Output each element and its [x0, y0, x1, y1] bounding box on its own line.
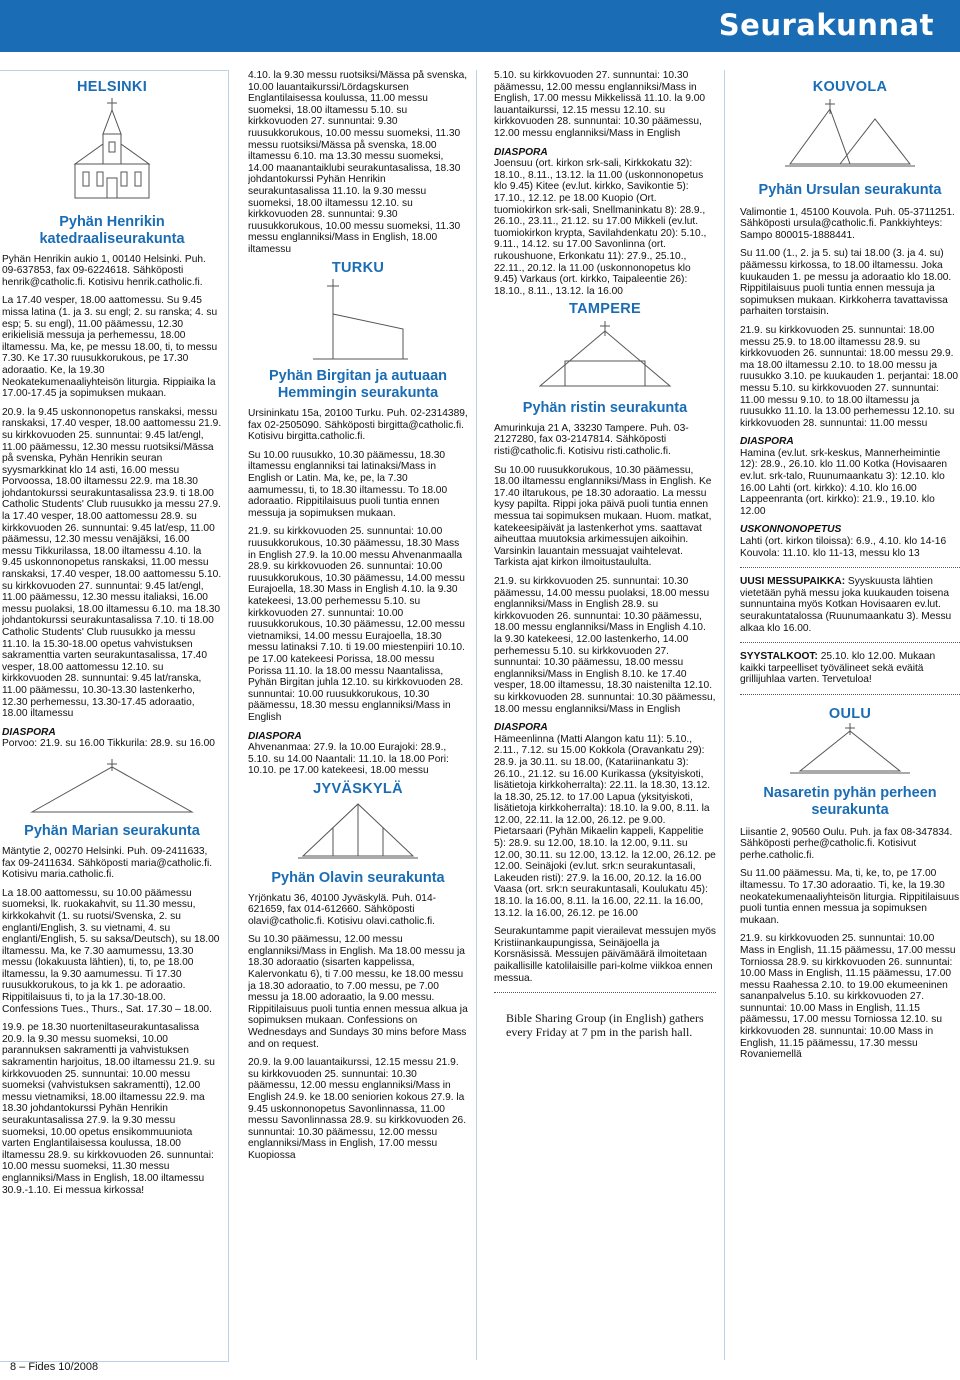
diaspora-text: Hämeenlinna (Matti Alangon katu 11): 5.10., 2.11., 7.12. su 15.00 Kokkola (Oravankatu 29): 28.9. ja 30.11. su 18.00, (Katariinankatu 3): 26.10., 21.12. su 16.00 Kurikassa (yksityiskoti, lisätietoja kirkkoherralta): 22.11. la 18.30, 13.12. la 18.30, 25.12. to 17.00 Lapua (yksityiskoti, lisätietoja kirkkoherralta): 18.10. la 9.00, 8.11. la 12.00, 22.11. la 12.00, 26.12. pe 9.00. Pietarsaari (Pyhän Mikaelin kappeli, Kappelitie 5): 28.9. su 12.00, 18.10. la 12.00, 9.11. su 12.00, 30.11. su 12.00, 13.12. la 12.00, 26.12. pe 12.00. Seinäjoki (ev.lut. srk:n seurakuntasali, Lakeuden risti): 27.9. la 16.00, 20.12. la 16.00 Vaasa (ort. srk:n seurakuntasali, Koulukatu 45): 18.10. la 16.00, 8.11. la 16.00, 22.11. la 16.00, 13.12. la 16.00, 26.12. pe 16.00 [494, 733, 716, 919]
page-title: Seurakunnat [718, 8, 934, 42]
church-name: Pyhän ristin seurakunta [522, 399, 688, 416]
calendar: 20.9. la 9.00 lauantaikurssi, 12.15 messu 21.9. su kirkkovuoden 25. sunnuntai: 10.30 päämessu, 12.00 messu englanniksi/Mass in English 24.9. ke 18.00 seniorien kokous 27.9. la 9.45 uskonnonopetus Savonlinnassa, 11.00 messu Savonlinnassa 28.9. su kirkkovuoden 26. sunnuntai: 10.30 päämessu, 12.00 messu englanniksi/Mass in English, 17.00 messu Kuopiossa [248, 1057, 467, 1161]
diaspora-text: Porvoo: 21.9. su 16.00 Tikkurila: 28.9. su 16.00 [2, 738, 215, 750]
calendar: 4.10. la 9.30 messu ruotsiksi/Mässa på svenska, 10.00 lauantaikurssi/Lördagskursen Englantilaisessa koulussa, 11.00 messu suomeksi, 18.00 iltamessu 5.10. su kirkkovuoden 27. sunnuntai: 9.30 ruusukkorukous, 10.00 messu suomeksi, 11.30 messu ruotsiksi/Mässa på svenska, 18.00 iltamessu 6.10. ma 13.30 messu suomeksi, 14.00 maanantaiklubi seurakuntasalissa, 18.30 johdantokurssi Pyhän Henrikin seurakuntasalissa 11.10. la 9.30 messu suomeksi, 18.00 iltamessu 12.10. su kirkkovuoden 28. sunnuntai: 9.30 ruusukkorukous, 10.00 messu suomeksi, 11.30 messu englanniksi/Mass in English, 18.00 iltamessu [248, 70, 468, 255]
diaspora-label: DIASPORA [248, 730, 302, 742]
city-heading: TURKU [331, 259, 385, 276]
mass-times: Su 10.30 päämessu, 12.00 messu englanniksi/Mass in English. Ma 18.00 messu ja 18.30 adoraatio (sisarten kappelissa, Kalervonkatu 6), ti 7.00 messu, ke 18.00 messu ja 18.30 adoraatio, to 7.00 messu, pe 7.00 messu ja 18.00 adoraatio, la 9.00 messu. Rippitilaisuus puoli tuntia ennen messua alkua ja sopimuksen mukaan. Confessions on Wednesdays and Sundays 30 mins before Mass and on request. [248, 934, 468, 1050]
mass-times: La 18.00 aattomessu, su 10.00 päämessu suomeksi, lk. ruokakahvit, su 11.30 messu, kirkkokahvit (1. su ruotsi/Svenska, 2. su englanti/English, 3. su vietnami, 4. su englanti/English, 5. su saksa/Deutsch), su 18.00 iltamessu. Ma, ke 7.30 aamumessu, 13.30 messu (lokakuusta lähtien), ti, to, pe 18.00 iltamessu, la 9.30 aamumessu. Ti 17.30 ruusukkorukous, to ja kk 1. pe adoraatio. Rippitilaisuus ti, to ja la 17.30-18.00. Confessions Tues., Thurs., Sat. 17.30 – 18.00. [2, 887, 220, 1015]
church-name: Pyhän Ursulan seurakunta [758, 181, 942, 198]
diaspora-label: DIASPORA [494, 722, 548, 734]
city-heading: HELSINKI [76, 79, 148, 95]
church-illustration [780, 721, 920, 781]
column-divider [724, 70, 725, 1360]
church-illustration [67, 94, 157, 204]
church-illustration [303, 274, 413, 364]
diaspora-label: DIASPORA [2, 726, 56, 738]
mass-times: Su 11.00 päämessu. Ma, ti, ke, to, pe 17.00 iltamessu. To 17.30 adoraatio. Ti, ke, la 19.30 neokatekumenaaliyhteisön liturgia. Rippitilaisuus puoli tuntia ennen messua ja sopimuksen mukaan. [740, 868, 960, 926]
page-footer: 8 – Fides 10/2008 [10, 1361, 99, 1373]
church-name: Pyhän Birgitan ja autuaan Hemmingin seurakunta [268, 368, 448, 402]
church-illustration [12, 757, 212, 817]
diaspora-label: DIASPORA [740, 436, 794, 448]
city-heading: TAMPERE [569, 301, 641, 318]
header-bar [0, 0, 960, 52]
separator [740, 694, 960, 695]
calendar: 19.9. pe 18.30 nuorteniltaseurakuntasalissa 20.9. la 9.30 messu suomeksi, 10.00 parannuksen sakramentti ja vahvistuksen sakramentin harjoitus, 18.00 iltamessu 21.9. su kirkkovuoden 25. sunnuntai: 10.00 messu suomeksi (vahvistuksen sakramentti), 12.00 messu vietnamiksi, 18.00 iltamessu 22.9. ma 18.30 johdantokurssi Pyhän Henrikin seurakuntasalissa 27.9. la 9.30 messu suomeksi, 10.00 opetus ensikommuuniota varten Englantilaisessa koulussa, 18.00 iltamessu 28.9. su kirkkovuoden 26. sunnuntai: 10.00 messu suomeksi, 11.30 messu englanniksi/Mass in English, 18.00 iltamessu 30.9.-1.10. Ei messua kirkossa! [2, 1022, 215, 1196]
contact-text: Mäntytie 2, 00270 Helsinki. Puh. 09-2411633, fax 09-2411634. Sähköposti maria@catholic.fi. Kotisivu maria.catholic.fi. [2, 845, 213, 881]
education-text: Lahti (ort. kirkon tiloissa): 6.9., 4.10. klo 14-16 Kouvola: 11.10. klo 11-13, messu klo 13 [740, 536, 947, 559]
bible-sharing-note: Bible Sharing Group (in English) gathers every Friday at 7 pm in the parish hall. [506, 1011, 704, 1040]
diaspora-text: Ahvenanmaa: 27.9. la 10.00 Eurajoki: 28.9., 5.10. su 14.00 Naantali: 11.10. la 18.00 Pori: 10.10. pe 17.00 katekeesi, 18.00 messu [248, 742, 449, 777]
church-name: Pyhän Marian seurakunta [24, 822, 200, 839]
diaspora-text: Hamina (ev.lut. srk-keskus, Mannerheimintie 12): 28.9., 26.10. klo 11.00 Kotka (Hovisaaren ev.lut. srk-talo, Ruunumaankatu 3): 12.10. klo 16.00 Lahti (ort. kirkko): 4.10. klo 16.00 Lappeenranta (ort. kirkko): 21.9., 19.10. klo 12.00 [740, 447, 948, 517]
calendar: 5.10. su kirkkovuoden 27. sunnuntai: 10.30 päämessu, 12.00 messu englanniksi/Mass in English, 17.00 messu Mikkelissä 11.10. la 9.00 lauantaikurssi, 12.15 messu 12.10. su kirkkovuoden 28. sunnuntai: 10.30 päämessu, 12.00 messu englanniksi/Mass in English [494, 70, 706, 139]
church-illustration [530, 316, 680, 396]
contact-text: Yrjönkatu 36, 40100 Jyväskylä. Puh. 014-621659, fax 014-612660. Sähköposti olavi@catholic.fi. Kotisivu olavi.catholic.fi. [248, 892, 437, 927]
column-helsinki [2, 70, 222, 1370]
city-heading: KOUVOLA [812, 79, 888, 95]
contact-text: Ursininkatu 15a, 20100 Turku. Puh. 02-2314389, fax 02-2505090. Sähköposti birgitta@catholic.fi. Kotisivu birgitta.catholic.fi. [248, 408, 468, 443]
calendar: 20.9. la 9.45 uskonnonopetus ranskaksi, messu ranskaksi, 17.40 vesper, 18.00 aattomessu 21.9. su kirkkovuoden 25. sunnuntai: 9.45 lat/engl, 11.00 päämessu, 12.30 messu ruotsiksi/Mässa på svenska, Pyhän Henrikin seuran syysmarkkinat klo 14 asti, 16.00 messu Porvoossa, 18.00 iltamessu 22.9. ma 18.30 johdantokurssi seurakuntasalissa 23.9. ti 18.00 Catholic Students' Club ruusukko ja messu 27.9. la 17.40 vesper, 18.00 aattomessu 28.9. su kirkkovuoden 26. sunnuntai: 9.45 lat/esp, 11.00 päämessu, 12.30 messu venäjäksi, 16.00 messu Tikkurilassa, 18.00 iltamessu 4.10. la 9.45 uskonnonopetus ranskaksi, 11.00 messu ranskaksi, 17.40 vesper, 18.00 aattomessu 5.10. su kirkkovuoden 27. sunnuntai: 9.45 lat/engl, 11.00 päämessu, 12.30 messu italiaksi, 16.00 messu puolaksi, 18.00 iltamessu 6.10. ma 18.30 johdantokurssi seurakuntasalissa 7.10. ti 18.00 Catholic Students' Club ruusukko ja messu 11.10. la 15.30-18.00 opetus vahvistuksen sakramenttia varten seurakuntasalissa, 17.40 vesper, 18.00 aattomessu 12.10. su kirkkovuoden 28. sunnuntai: 9.45 lat/ranska, 11.00 päämessu, 10.30-13.30 lastenkerho, 12.30 perhemessu, 13.30-17.45 adoraatio, 18.00 iltamessu [2, 406, 222, 720]
calendar: 21.9. su kirkkovuoden 25. sunnuntai: 10.00 ruusukkorukous, 10.30 päämessu, 18.30 Mass in English 27.9. la 10.00 messu Ahvenanmaalla 28.9. su kirkkovuoden 26. sunnuntai: 10.00 ruusukkorukous, 10.30 päämessu, 14.00 messu Eurajoella, 18.30 Mass in English 4.10. la 9.30 katekeesi, 13.00 perhemessu 5.10. su kirkkovuoden 27. sunnuntai: 10.00 ruusukkorukous, 10.30 päämessu, 12.00 messu vietnamiksi, 14.00 messu Eurajoella, 18.30 messu latinaksi 7.10. ti 19.00 miestenpiiri 10.10. pe 17.00 katekeesi Porissa, 18.00 messu Porissa 11.10. la 18.00 messu Naantalissa, Pyhän Birgitan juhla 12.10. su kirkkovuoden 28. sunnuntai: 10.00 ruusukkorukous, 10.30 päämessu, 18.30 messu englanniksi/Mass in English [248, 526, 465, 723]
mass-times: Su 10.00 ruusukko, 10.30 päämessu, 18.30 iltamessu englanniksi tai latinaksi/Mass in English or Latin. Ma, ke, pe, la 7.30 aamumessu, ti, to 18.30 iltamessu. To 18.00 adoraatio. Rippitilaisuus puoli tuntia ennen messuja ja sopimuksen mukaan. [248, 449, 448, 519]
church-name: Nasaretin pyhän perheen seurakunta [763, 784, 937, 818]
separator [740, 642, 960, 643]
calendar: 21.9. su kirkkovuoden 25. sunnuntai: 18.00 messu 25.9. to 18.00 iltamessu 28.9. su kirkkovuoden 26. sunnuntai: 18.00 messu 29.9. ma 18.00 iltamessu 2.10. to 18.00 messu ja ruusukko 3.10. pe kuukauden 1. perjantai: 18.00 messu 5.10. su kirkkovuoden 27. sunnuntai: 11.00 messu 9.10. to 18.00 iltamessu ja ruusukko 11.10. la 13.00 perhemessu 12.10. su kirkkovuoden 28. sunnuntai: 11.00 messu [740, 324, 959, 429]
new-mass-place: UUSI MESSUPAIKKA: Syyskuusta lähtien vietetään pyhä messu joka kuukauden toisena sunnuntaina myös Kotkan Hovisaaren ev.lut. seurakuntatalossa (Ruunumaankatu 3). Messu alkaa klo 16.00. [740, 576, 952, 634]
mass-times: Su 10.00 ruusukkorukous, 10.30 päämessu, 18.00 iltamessu englanniksi/Mass in English. Ke 17.40 iltarukous, pe 18.30 adoraatio. La messu kysy papilta. Rippi joka päivä puoli tuntia ennen messua tai sopimuksen mukaan. Huom. matkat, katekeesipäivät ja lastenkerhot yms. saattavat aiheuttaa muutoksia arkimessujen aikoihin. Varsinkin lauantain messuajat vaihtelevat. Tarkista ajat kirkon ilmoitustaululta. [494, 464, 712, 569]
church-name: Pyhän Henrikin katedraaliseurakunta [39, 213, 185, 247]
diaspora-text: Joensuu (ort. kirkon srk-sali, Kirkkokatu 32): 18.10., 8.11., 13.12. la 11.00 (uskonnonopetus klo 9.45) Kitee (ev.lut. kirkko, Savikontie 5): 17.10., 12.12. pe 18.00 Kuopio (Ort. tuomiokirkon srk-sali, Snellmaninkatu 8): 28.9., 26.10., 23.11., 21.12. su 17.00 Mikkeli (ev.lut. tuomiokirkon krypta, Savilahdenkatu 20): 5.10., 9.11., 14.12. su 17.00 Savonlinna (ort. rukoushuone, Erkonkatu 11): 27.9., 25.10., 22.11., 20.12. la 11.00 (uskonnonopetus klo 9.45) Varkaus (ort. kirkko, Taipaleentie 26): 18.10., 8.11., 13.12. la 16.00 [494, 158, 707, 297]
calendar: 21.9. su kirkkovuoden 25. sunnuntai: 10.30 päämessu, 14.00 messu puolaksi, 18.00 messu englanniksi/Mass in English 28.9. su kirkkovuoden 26. sunnuntai: 10.30 päämessu, 18.00 messu englanniksi/Mass in English 4.10. la 9.30 katekeesi, 12.00 lastenkerho, 14.00 perhemessu 5.10. su kirkkovuoden 27. sunnuntai: 10.30 päämessu, 18.00 messu englanniksi/Mass in English 8.10. ke 17.40 vesper, 18.00 iltamessu, 18.30 naisteniltа 12.10. su kirkkovuoden 28. sunnuntai: 10.30 päämessu, 18.00 messu englanniksi/Mass in English [494, 576, 716, 715]
contact-text: Pyhän Henrikin aukio 1, 00140 Helsinki. Puh. 09-637853, fax 09-6224618. Sähköposti henrik@catholic.fi. Kotisivu henrik.catholic.fi. [2, 253, 206, 288]
calendar: 21.9. su kirkkovuoden 25. sunnuntai: 10.00 Mass in English, 11.15 päämessu, 17.00 messu Torniossa 28.9. su kirkkovuoden 26. sunnuntai: 10.00 Mass in English, 11.15 päämessu, 17.00 messu Raahessa 2.10. to 19.00 ekumeeninen sananpalvelus 5.10. su kirkkovuoden 27. sunnuntai: 10.00 Mass in English, 11.15 päämessu, 17.00 messu Torniossa 12.10. su kirkkovuoden 28. sunnuntai: 10.00 Mass in English, 11.15 päämessu, 17.30 messu Rovaniemellä [740, 933, 956, 1061]
visiting-text: Seurakuntamme papit vierailevat messujen myös Kristiinankaupungissa, Seinäjoella ja Korsnäsissä. Messujen päivämäärä ilmoitetaan paikallisille katolilaisille pari-kolme viikkoa ennen messua. [494, 926, 716, 984]
column-kouvola-oulu [740, 70, 960, 1370]
contact-text: Amurinkuja 21 A, 33230 Tampere. Puh. 03-2127280, fax 03-2147814. Sähköposti risti@catholic.fi. Kotisivu risti.catholic.fi. [494, 422, 689, 458]
mass-times: Su 11.00 (1., 2. ja 5. su) tai 18.00 (3. ja 4. su) päämessu kirkossa, to 18.00 iltamessu. Joka kuukauden 1. pe messu ja adoraatio klo 18.00. Rippitilaisuus puoli tuntia ennen messuja ja sopimuksen mukaan. Kirkkoherra tavattavissa parhaiten torstaisin. [740, 248, 952, 318]
mass-times: La 17.40 vesper, 18.00 aattomessu. Su 9.45 missa latina (1. ja 3. su engl; 2. su ranska; 4. su esp; 5. su engl), 11.00 päämessu, 12.30 erikielisiä messuja ja perhemessu, 18.00 iltamessu. Ma, ke, pe messu 18.00, ti, to messu 7.30. Ke 17.30 ruusukkorukous, pe 17.30 adoraatio. Ke, la 19.30 Neokatekumenaaliyhteisön liturgia. Rippiaika la 17.00-17.45 ja sopimuksen mukaan. [2, 295, 218, 400]
contact-text: Liisantie 2, 90560 Oulu. Puh. ja fax 08-347834. Sähköposti perhe@catholic.fi. Kotisivut perhe.catholic.fi. [740, 826, 953, 861]
column-turku-jyvaskyla [248, 70, 468, 1370]
separator [740, 567, 960, 568]
separator [494, 992, 716, 993]
church-illustration [293, 796, 423, 866]
contact-text: Valimontie 1, 45100 Kouvola. Puh. 05-3711251. Sähköposti ursula@catholic.fi. Pankkiyhteys: Sampo 800015-1888441. [740, 206, 955, 241]
column-divider [476, 70, 477, 1360]
education-label: USKONNONOPETUS [740, 524, 842, 536]
city-heading: JYVÄSKYLÄ [313, 780, 403, 797]
diaspora-label: DIASPORA [494, 146, 548, 158]
church-illustration [780, 94, 920, 174]
city-heading: OULU [828, 705, 872, 722]
church-name: Pyhän Olavin seurakunta [271, 869, 445, 886]
column-tampere [494, 70, 716, 1370]
autumn-work: SYYSTALKOOT: 25.10. klo 12.00. Mukaan kaikki tarpeelliset työvälineet sekä eväitä grillijuhlaa varten. Tervetuloa! [740, 651, 936, 686]
